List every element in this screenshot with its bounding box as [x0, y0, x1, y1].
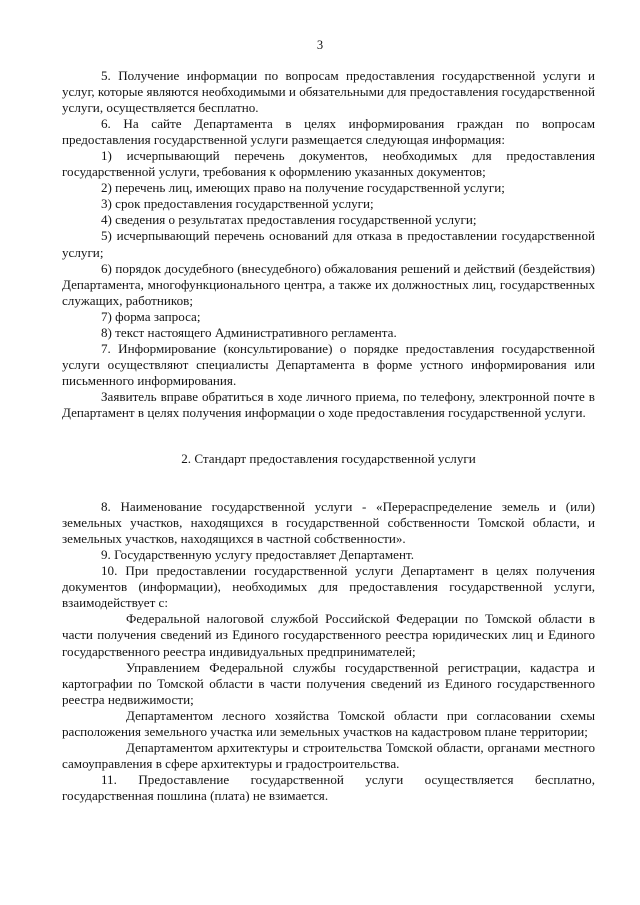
agency-rosreestr: Управлением Федеральной службы государственной регистрации, кадастра и картографии по Томской области в части получения сведений из Единого государственного реестра недвижимости;	[62, 659, 595, 707]
list-item-2: 2) перечень лиц, имеющих право на получение государственной услуги;	[101, 180, 505, 196]
list-item-7: 7) форма запроса;	[101, 308, 201, 324]
paragraph-applicant: Заявитель вправе обратиться в ходе личного приема, по телефону, электронной почте в Департамент в целях получения информации о ходе предоставления государственной услуги.	[62, 388, 595, 420]
paragraph-10: 10. При предоставлении государственной услуги Департамент в целях получения документов (информации), необходимых для предоставления государственной услуги, взаимодействует с:	[62, 563, 595, 611]
list-item-4: 4) сведения о результатах предоставления государственной услуги;	[101, 212, 477, 228]
page-number: 3	[316, 38, 324, 52]
agency-forestry: Департаментом лесного хозяйства Томской области при согласовании схемы расположения земельного участка или земельных участков на кадастровом плане территории;	[62, 707, 595, 739]
agency-architecture: Департаментом архитектуры и строительства Томской области, органами местного самоуправления в сфере архитектуры и градостроительства.	[62, 739, 595, 771]
paragraph-7: 7. Информирование (консультирование) о порядке предоставления государственной услуги осуществляют специалисты Департамента в форме устного информирования или письменного информирования.	[62, 340, 595, 388]
paragraph-8: 8. Наименование государственной услуги - «Перераспределение земель и (или) земельных участков, находящихся в государственной собственности Томской области, и земельных участков, находящихся в частной собственности».	[62, 499, 595, 547]
list-item-1: 1) исчерпывающий перечень документов, необходимых для предоставления государственной услуги, требования к оформлению указанных документов;	[62, 148, 595, 180]
list-item-3: 3) срок предоставления государственной услуги;	[101, 196, 374, 212]
document-body	[62, 68, 595, 804]
paragraph-11: 11. Предоставление государственной услуги осуществляется бесплатно, государственная пошлина (плата) не взимается.	[62, 771, 595, 803]
agency-tax-service: Федеральной налоговой службой Российской Федерации по Томской области в части получения сведений из Единого государственного реестра юридических лиц и Единого государственного реестра индивидуальных предпринимателей;	[62, 611, 595, 659]
list-item-6: 6) порядок досудебного (внесудебного) обжалования решений и действий (бездействия) Департамента, многофункционального центра, а также их должностных лиц, государственных служащих, работников;	[62, 260, 595, 308]
paragraph-9: 9. Государственную услугу предоставляет Департамент.	[101, 547, 414, 563]
list-item-5: 5) исчерпывающий перечень оснований для отказа в предоставлении государственной услуги;	[62, 228, 595, 260]
paragraph-6: 6. На сайте Департамента в целях информирования граждан по вопросам предоставления государственной услуги размещается следующая информация:	[62, 116, 595, 148]
paragraph-5: 5. Получение информации по вопросам предоставления государственной услуги и услуг, которые являются необходимыми и обязательными для предоставления государственной услуги, осуществляется бесплатно.	[62, 68, 595, 116]
section-heading: 2. Стандарт предоставления государственной услуги	[181, 451, 476, 467]
list-item-8: 8) текст настоящего Административного регламента.	[101, 324, 397, 340]
